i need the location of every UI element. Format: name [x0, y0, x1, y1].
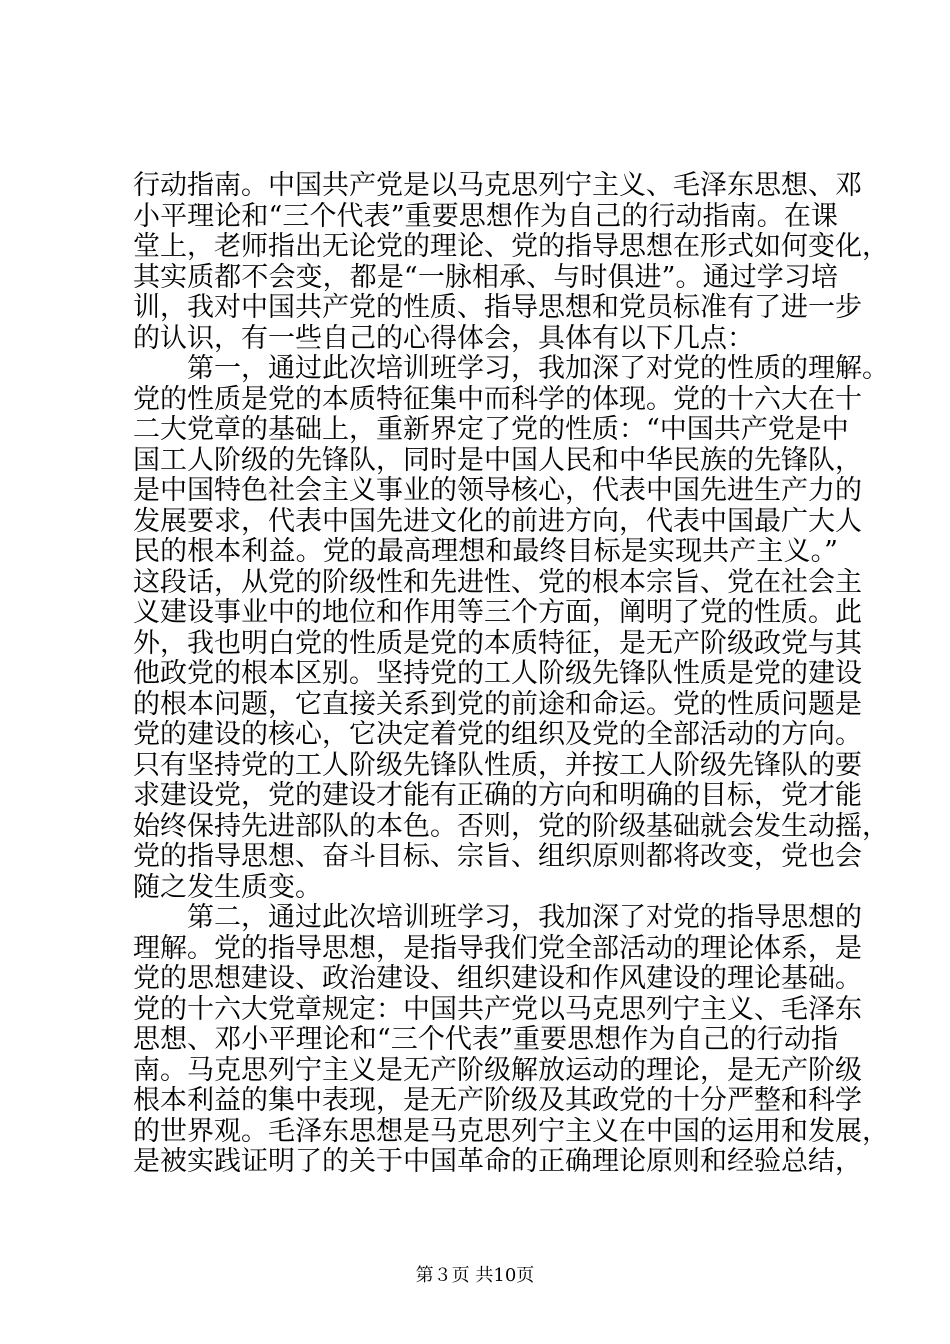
text-line: 义建设事业中的地位和作用等三个方面，阐明了党的性质。此 — [133, 597, 862, 628]
text-line: 第一，通过此次培训班学习，我加深了对党的性质的理解。 — [133, 353, 889, 384]
document-body — [133, 170, 889, 1178]
text-line: 党的建设的核心，它决定着党的组织及党的全部活动的方向。 — [133, 719, 862, 750]
text-line: 的认识，有一些自己的心得体会，具体有以下几点： — [133, 322, 754, 354]
text-line: 的世界观。毛泽东思想是马克思列宁主义在中国的运用和发展， — [133, 1115, 889, 1147]
text-line: 行动指南。中国共产党是以马克思列宁主义、毛泽东思想、邓 — [133, 170, 862, 201]
text-line: 的根本问题，它直接关系到党的前途和命运。党的性质问题是 — [133, 688, 862, 720]
text-line: 二大党章的基础上，重新界定了党的性质：“中国共产党是中 — [133, 414, 849, 445]
text-line: 理解。党的指导思想，是指导我们党全部活动的理论体系，是 — [133, 932, 862, 964]
text-line: 求建设党，党的建设才能有正确的方向和明确的目标，党才能 — [133, 780, 862, 811]
text-line: 党的十六大党章规定：中国共产党以马克思列宁主义、毛泽东 — [133, 993, 862, 1025]
text-line: 始终保持先进部队的本色。否则，党的阶级基础就会发生动摇， — [133, 810, 889, 842]
text-line: 堂上，老师指出无论党的理论、党的指导思想在形式如何变化， — [133, 231, 889, 262]
text-line: 是被实践证明了的关于中国革命的正确理论原则和经验总结， — [133, 1146, 862, 1177]
text-line: 其实质都不会变，都是“一脉相承、与时俱进”。通过学习培 — [133, 261, 838, 293]
text-line: 党的指导思想、奋斗目标、宗旨、组织原则都将改变，党也会 — [133, 841, 862, 872]
text-line: 发展要求，代表中国先进文化的前进方向，代表中国最广大人 — [133, 505, 862, 537]
text-line: 是中国特色社会主义事业的领导核心，代表中国先进生产力的 — [133, 475, 862, 506]
text-line: 第二，通过此次培训班学习，我加深了对党的指导思想的 — [133, 902, 862, 933]
text-line: 训，我对中国共产党的性质、指导思想和党员标准有了进一步 — [133, 292, 862, 323]
text-line: 只有坚持党的工人阶级先锋队性质，并按工人阶级先锋队的要 — [133, 749, 862, 781]
text-line: 他政党的根本区别。坚持党的工人阶级先锋队性质是党的建设 — [133, 658, 862, 689]
page-number-footer: 第３页 共10页 — [415, 1265, 535, 1286]
text-line: 外，我也明白党的性质是党的本质特征，是无产阶级政党与其 — [133, 627, 862, 659]
text-line: 国工人阶级的先锋队，同时是中国人民和中华民族的先锋队， — [133, 444, 862, 476]
text-line: 思想、邓小平理论和“三个代表”重要思想作为自己的行动指 — [133, 1024, 838, 1055]
text-line: 党的性质是党的本质特征集中而科学的体现。党的十六大在十 — [133, 383, 862, 415]
text-line: 这段话，从党的阶级性和先进性、党的根本宗旨、党在社会主 — [133, 566, 862, 598]
text-line: 南。马克思列宁主义是无产阶级解放运动的理论，是无产阶级 — [133, 1054, 862, 1086]
text-line: 小平理论和“三个代表”重要思想作为自己的行动指南。在课 — [133, 200, 838, 232]
text-line: 民的根本利益。党的最高理想和最终目标是实现共产主义。” — [133, 536, 838, 567]
text-line: 随之发生质变。 — [133, 871, 322, 903]
text-line: 党的思想建设、政治建设、组织建设和作风建设的理论基础。 — [133, 963, 862, 994]
text-line: 根本利益的集中表现，是无产阶级及其政党的十分严整和科学 — [133, 1085, 862, 1116]
